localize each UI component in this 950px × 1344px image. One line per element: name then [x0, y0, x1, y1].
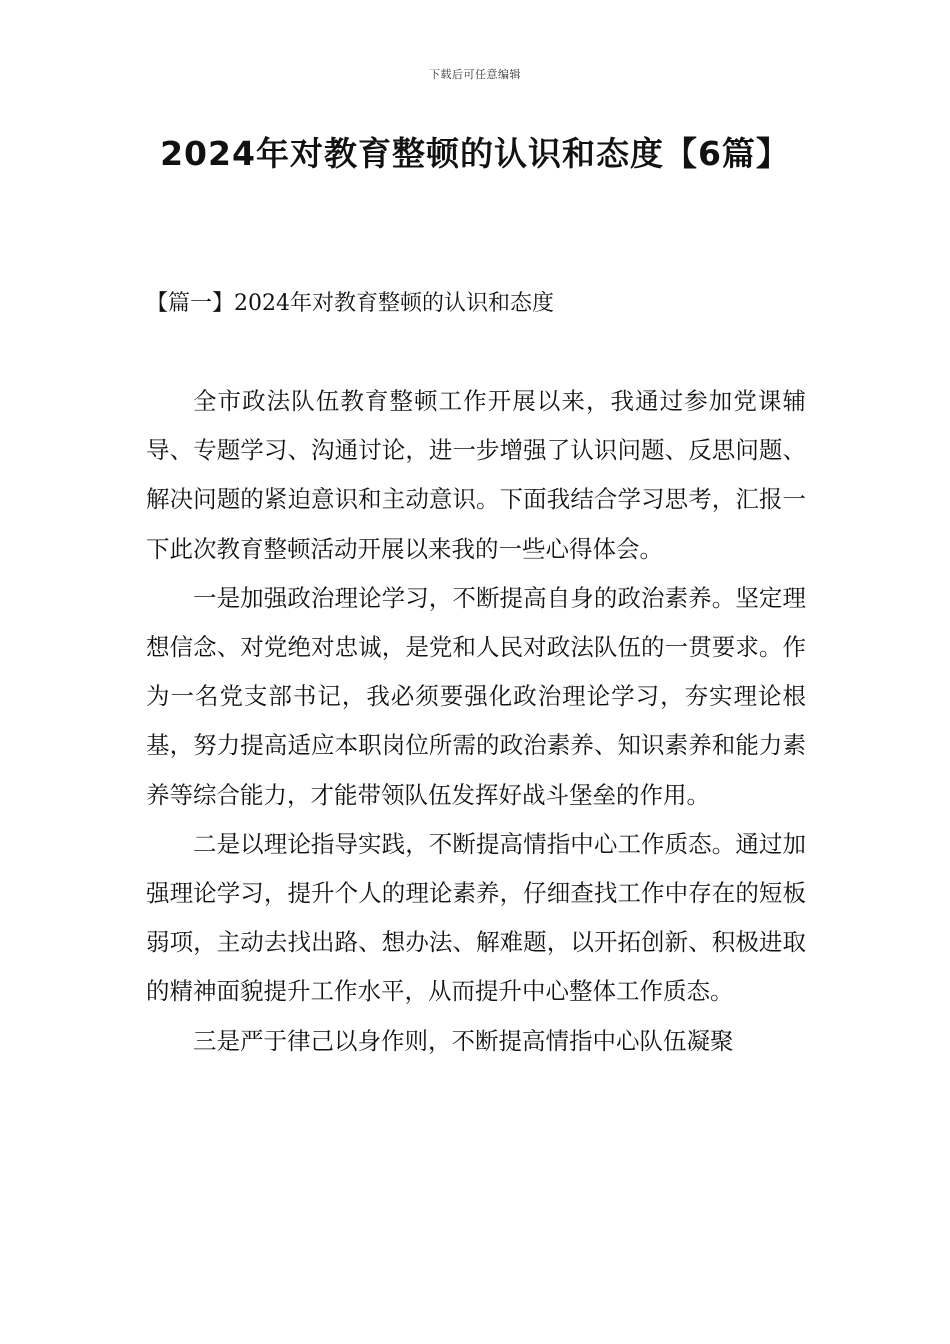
paragraph-point-two: 二是以理论指导实践，不断提高情指中心工作质态。通过加强理论学习，提升个人的理论素养，仔细查找工作中存在的短板弱项，主动去找出路、想办法、解难题，以开拓创新、积极进取的精神面貌提升工作水平，从而提升中心整体工作质态。	[146, 829, 806, 1006]
document-title: 2024年对教育整顿的认识和态度【6篇】	[160, 134, 790, 173]
paragraph-point-one: 一是加强政治理论学习，不断提高自身的政治素养。坚定理想信念、对党绝对忠诚，是党和人民对政法队伍的一贯要求。作为一名党支部书记，我必须要强化政治理论学习，夯实理论根基，努力提高适应本职岗位所需的政治素养、知识素养和能力素养等综合能力，才能带领队伍发挥好战斗堡垒的作用。	[146, 583, 806, 809]
header-note: 下载后可任意编辑	[429, 68, 521, 81]
document-body	[146, 377, 806, 1066]
section-heading: 【篇一】2024年对教育整顿的认识和态度	[146, 291, 554, 316]
paragraph-intro: 全市政法队伍教育整顿工作开展以来，我通过参加党课辅导、专题学习、沟通讨论，进一步增强了认识问题、反思问题、解决问题的紧迫意识和主动意识。下面我结合学习思考，汇报一下此次教育整顿活动开展以来我的一些心得体会。	[146, 387, 806, 563]
paragraph-point-three: 三是严于律己以身作则，不断提高情指中心队伍凝聚	[193, 1026, 734, 1055]
